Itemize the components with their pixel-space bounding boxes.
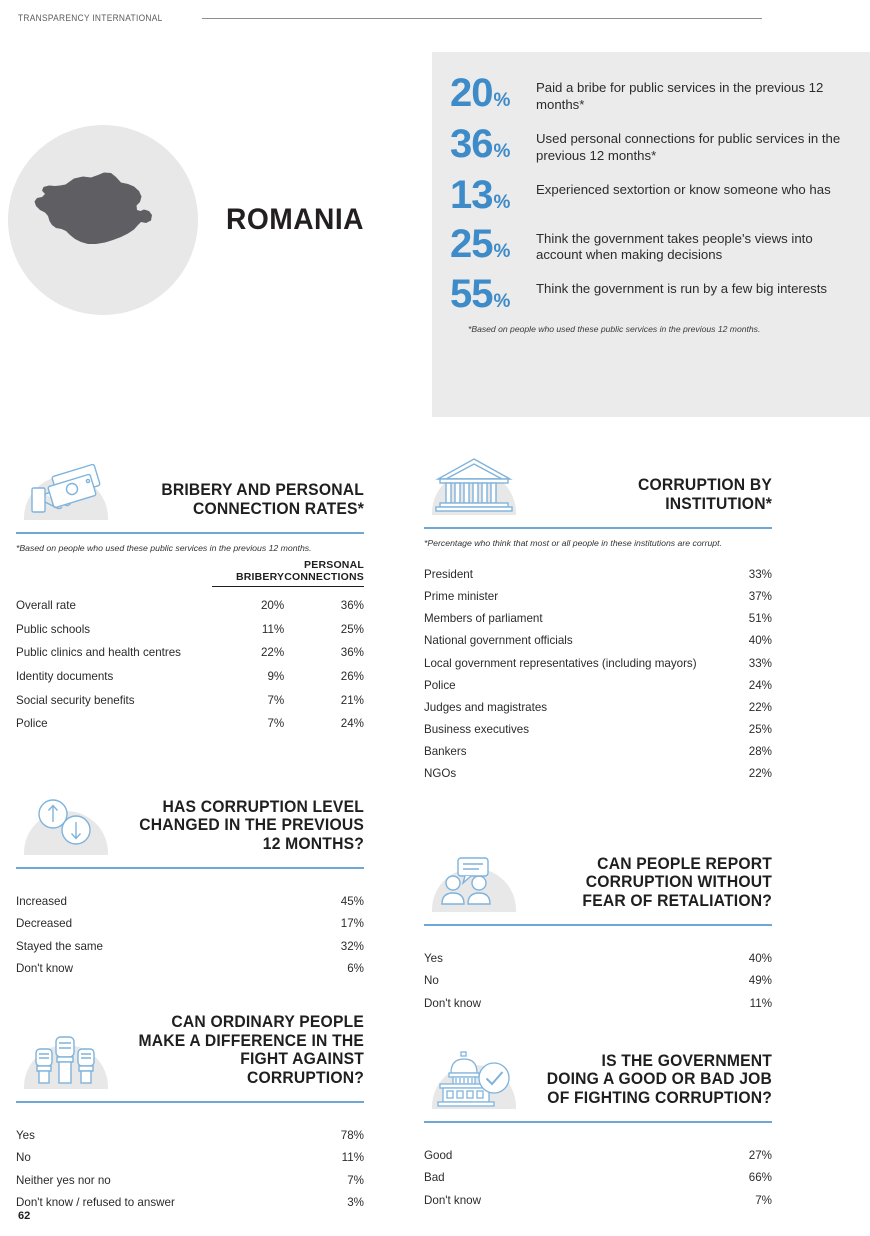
row-value: 7%	[755, 1193, 772, 1207]
percent-symbol: %	[493, 240, 511, 262]
list-item	[424, 674, 772, 696]
section-header	[16, 783, 364, 855]
row-value: 22%	[748, 700, 772, 714]
row-label: Decreased	[16, 917, 73, 931]
key-stat-row	[450, 121, 852, 166]
section-bribery	[16, 448, 364, 735]
table-row	[16, 665, 364, 689]
row-value: 11%	[341, 1151, 364, 1165]
section-header	[16, 448, 364, 520]
section-title: BRIBERY AND PERSONAL CONNECTION RATES*	[161, 481, 364, 518]
key-stat-text: Think the government is run by a few big interests	[536, 281, 828, 297]
list-item	[424, 563, 772, 585]
section-report-without-fear	[424, 820, 772, 1015]
section-divider	[424, 924, 772, 926]
row-value: 27%	[748, 1149, 772, 1163]
key-stat-figure	[450, 71, 536, 115]
report-list	[424, 948, 772, 1015]
row-label: Don't know	[424, 1193, 481, 1207]
key-stat-row	[450, 71, 852, 115]
row-value-personal: 36%	[340, 646, 364, 660]
section-divider	[424, 527, 772, 529]
row-label: Police	[424, 678, 456, 692]
table-row	[16, 617, 364, 641]
institutions-list	[424, 563, 772, 785]
key-stat-number: 25	[450, 221, 493, 266]
arrows-glyph	[16, 793, 116, 855]
hand-holding-money-icon	[16, 458, 116, 520]
section-footnote: *Percentage who think that most or all people in these institutions are corrupt.	[424, 538, 722, 548]
key-stat-row	[450, 172, 852, 217]
row-value-bribery: 9%	[267, 669, 285, 683]
section-title: HAS CORRUPTION LEVEL CHANGED IN THE PREVIOUS 12 MONTHS?	[139, 797, 364, 853]
row-label: Public schools	[16, 622, 91, 636]
section-government-job	[424, 1017, 772, 1212]
list-item	[424, 630, 772, 652]
section-divider	[16, 532, 364, 534]
key-stat-figure	[450, 121, 536, 166]
row-value-personal: 25%	[340, 622, 364, 636]
row-value: 3%	[347, 1195, 364, 1209]
percent-symbol: %	[493, 291, 511, 313]
list-item	[16, 891, 364, 913]
section-title: IS THE GOVERNMENT DOING A GOOD OR BAD JOB OF FIGHTING CORRUPTION?	[546, 1051, 772, 1107]
row-label: Bad	[424, 1171, 445, 1185]
section-title: CORRUPTION BY INSTITUTION*	[638, 476, 772, 513]
section-title: CAN ORDINARY PEOPLE MAKE A DIFFERENCE IN THE FIGHT AGAINST CORRUPTION?	[138, 1013, 364, 1087]
row-label: No	[424, 974, 439, 988]
section-header	[424, 443, 772, 515]
row-value: 49%	[748, 974, 772, 988]
percent-symbol: %	[493, 191, 511, 213]
key-stats-footnote: *Based on people who used these public services in the previous 12 months.	[468, 324, 761, 335]
fists-glyph	[16, 1027, 116, 1089]
row-value: 25%	[748, 723, 772, 737]
list-item	[424, 763, 772, 785]
up-down-arrows-icon	[16, 793, 116, 855]
classical-building-icon	[424, 453, 524, 515]
country-block	[8, 120, 418, 320]
list-item	[424, 741, 772, 763]
row-label: Good	[424, 1149, 453, 1163]
list-item	[424, 1145, 772, 1167]
key-statistics-panel	[432, 52, 870, 417]
row-value: 28%	[748, 745, 772, 759]
row-value: 7%	[347, 1173, 364, 1187]
table-row	[16, 641, 364, 665]
key-stat-figure	[450, 221, 536, 266]
row-label: Neither yes nor no	[16, 1173, 111, 1187]
row-label: No	[16, 1151, 31, 1165]
row-value-personal: 21%	[340, 693, 364, 707]
money-hand-glyph	[16, 458, 116, 520]
row-label: Don't know	[424, 996, 481, 1010]
row-label: Judges and magistrates	[424, 700, 548, 714]
header-divider	[202, 18, 762, 19]
government-job-list	[424, 1145, 772, 1212]
list-item	[16, 913, 364, 935]
row-value: 66%	[748, 1171, 772, 1185]
key-stat-figure	[450, 272, 536, 317]
row-label: Social security benefits	[16, 693, 135, 707]
column-header-line2: CONNECTIONS	[284, 570, 364, 583]
row-label: Yes	[16, 1129, 35, 1143]
row-value-personal: 26%	[340, 669, 364, 683]
raised-fists-icon	[16, 1027, 116, 1089]
row-label: Identity documents	[16, 669, 114, 683]
percent-symbol: %	[493, 90, 511, 111]
row-label: Overall rate	[16, 598, 76, 612]
section-header	[16, 997, 364, 1089]
key-stat-row	[450, 272, 852, 317]
row-label: Don't know / refused to answer	[16, 1195, 175, 1209]
key-stat-number: 20	[450, 71, 493, 115]
row-label: Police	[16, 717, 48, 731]
list-item	[424, 608, 772, 630]
section-institutions	[424, 443, 772, 785]
table-header-spacer	[16, 560, 212, 586]
row-value-bribery: 7%	[267, 717, 285, 731]
row-label: Increased	[16, 895, 67, 909]
list-item	[424, 652, 772, 674]
list-item	[16, 958, 364, 980]
row-label: Members of parliament	[424, 612, 543, 626]
row-value-bribery: 7%	[267, 693, 285, 707]
row-label: Public clinics and health centres	[16, 646, 181, 660]
section-divider	[424, 1121, 772, 1123]
key-stat-figure	[450, 172, 536, 217]
capitol-check-glyph	[424, 1047, 524, 1109]
organization-name: TRANSPARENCY INTERNATIONAL	[18, 12, 163, 24]
section-corruption-change	[16, 783, 364, 980]
percent-symbol: %	[493, 140, 511, 162]
map-circle	[8, 125, 198, 315]
key-stat-number: 36	[450, 121, 493, 166]
list-item	[424, 992, 772, 1014]
row-value: 33%	[748, 656, 772, 670]
section-ordinary-people	[16, 997, 364, 1214]
list-item	[424, 970, 772, 992]
temple-glyph	[424, 453, 524, 515]
page-number: 62	[18, 1210, 31, 1222]
key-stat-number: 13	[450, 172, 493, 217]
list-item	[16, 1125, 364, 1147]
row-value: 33%	[748, 567, 772, 581]
row-label: President	[424, 567, 473, 581]
people-speech-bubble-icon	[424, 850, 524, 912]
row-value-bribery: 22%	[260, 646, 285, 660]
row-value-bribery: 11%	[261, 622, 285, 636]
section-footnote: *Based on people who used these public services in the previous 12 months.	[16, 543, 312, 553]
list-item	[424, 697, 772, 719]
corruption-change-list	[16, 891, 364, 980]
table-row	[16, 688, 364, 712]
section-header	[424, 820, 772, 912]
country-name: ROMANIA	[226, 203, 365, 236]
row-label: NGOs	[424, 767, 457, 781]
row-label: Bankers	[424, 745, 467, 759]
row-label: National government officials	[424, 634, 573, 648]
row-value-bribery: 20%	[260, 599, 285, 613]
row-value: 32%	[340, 939, 364, 953]
list-item	[16, 935, 364, 957]
key-stat-row	[450, 221, 852, 266]
column-header-personal-connections	[284, 560, 364, 586]
page-header	[18, 8, 852, 28]
row-value-personal: 36%	[340, 599, 364, 613]
table-header-row	[16, 560, 364, 586]
list-item	[424, 586, 772, 608]
list-item	[16, 1192, 364, 1214]
row-label: Stayed the same	[16, 939, 104, 953]
people-chat-glyph	[424, 850, 524, 912]
row-value: 11%	[749, 996, 772, 1010]
row-value: 37%	[748, 589, 772, 603]
row-value: 45%	[340, 895, 364, 909]
row-value: 22%	[748, 767, 772, 781]
key-stat-text: Paid a bribe for public services in the previous 12 months*	[536, 80, 824, 112]
section-title: CAN PEOPLE REPORT CORRUPTION WITHOUT FEAR OF RETALIATION?	[582, 854, 772, 910]
row-value: 17%	[340, 917, 364, 931]
section-divider	[16, 867, 364, 869]
row-label: Local government representatives (including mayors)	[424, 656, 697, 670]
list-item	[424, 1189, 772, 1211]
row-value: 78%	[340, 1129, 364, 1143]
key-stat-number: 55	[450, 272, 493, 317]
table-row	[16, 712, 364, 736]
row-value: 24%	[748, 678, 772, 692]
column-header-bribery: BRIBERY	[212, 560, 284, 586]
key-stat-text: Used personal connections for public services in the previous 12 months*	[536, 130, 841, 163]
row-value-personal: 24%	[340, 717, 364, 731]
row-label: Yes	[424, 952, 443, 966]
column-header-line1: PERSONAL	[304, 559, 364, 572]
list-item	[424, 948, 772, 970]
section-divider	[16, 1101, 364, 1103]
key-stat-text: Think the government takes people's views into account when making decisions	[536, 230, 813, 263]
row-label: Prime minister	[424, 589, 499, 603]
row-value: 40%	[748, 952, 772, 966]
section-header	[424, 1017, 772, 1109]
table-row	[16, 587, 364, 618]
government-building-check-icon	[424, 1047, 524, 1109]
row-value: 6%	[347, 961, 364, 975]
key-stat-text: Experienced sextortion or know someone who has	[536, 181, 831, 197]
list-item	[16, 1147, 364, 1169]
row-value: 51%	[748, 612, 772, 626]
row-label: Business executives	[424, 723, 530, 737]
row-value: 40%	[748, 634, 772, 648]
ordinary-people-list	[16, 1125, 364, 1214]
row-label: Don't know	[16, 961, 73, 975]
list-item	[424, 1167, 772, 1189]
list-item	[424, 719, 772, 741]
romania-map-silhouette	[28, 164, 178, 276]
bribery-table	[16, 560, 364, 735]
list-item	[16, 1169, 364, 1191]
